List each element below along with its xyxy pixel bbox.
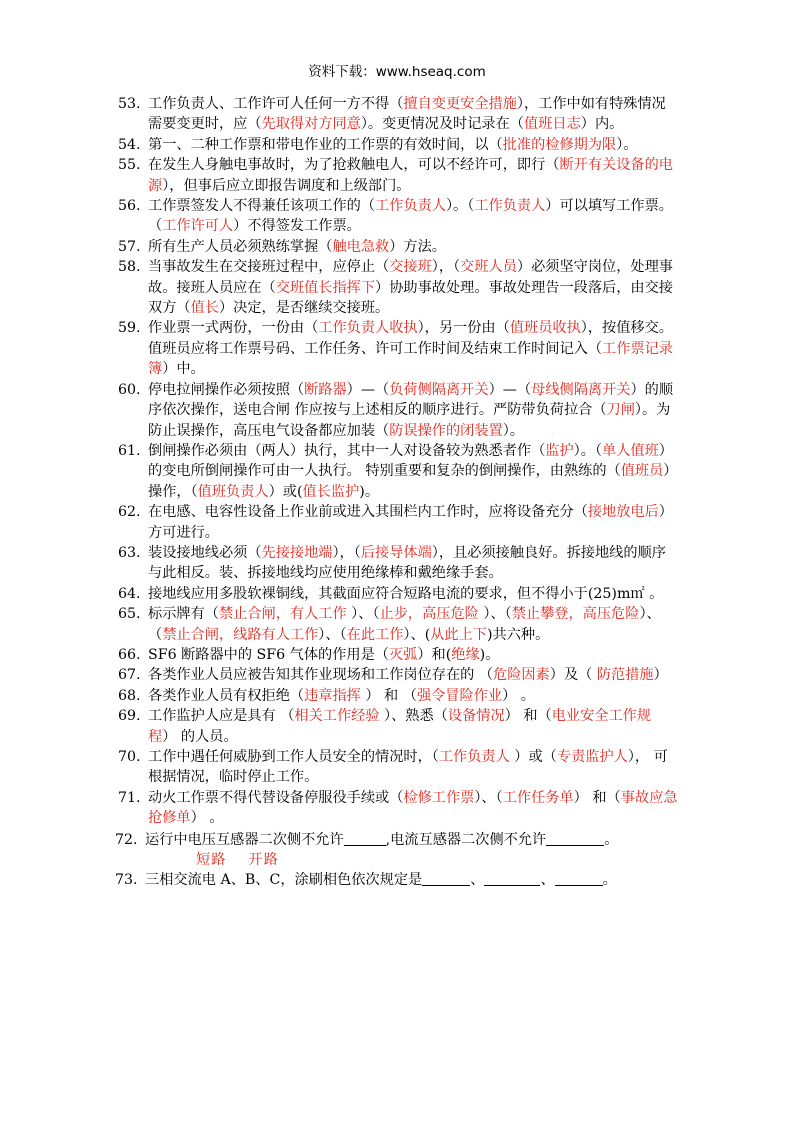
question-text-part: 作业票一式两份，一份由（ <box>148 320 319 337</box>
question-text <box>148 237 678 257</box>
answer-text: 刀闸 <box>606 402 635 419</box>
separator: 、 <box>540 872 555 889</box>
question-items <box>118 94 678 829</box>
question-item <box>118 645 678 665</box>
question-text-part: 动火工作票不得代替设备停服役手续或（ <box>148 789 404 806</box>
question-text-part: ）操作，（ <box>148 463 678 500</box>
question-text-part: 倒闸操作必须由（两人）执行，其中一人对设备较为熟悉者作（ <box>148 442 546 459</box>
question-text-part: ）或（ <box>514 749 557 765</box>
question-text-part: 运行中电压互感器二次侧不允许 <box>145 831 344 848</box>
question-text-part: 所有生产人员必须熟练掌握（ <box>148 238 333 255</box>
answer-text: 单人值班 <box>602 442 659 459</box>
answer-text: 工作负责人 <box>375 198 446 215</box>
question-item <box>118 584 678 604</box>
answer-text: 在此工作 <box>346 626 404 643</box>
answer-text: 负荷侧隔离开关 <box>389 381 489 398</box>
question-text-part: ） 。 <box>190 810 224 827</box>
question-text-part: ）、（ <box>148 606 661 643</box>
question-text-part: )。 <box>359 483 380 500</box>
question-text <box>148 543 678 584</box>
question-text <box>148 686 678 706</box>
question-number: 54. <box>118 136 141 153</box>
answer-blank <box>484 870 540 886</box>
question-end: 。 <box>602 872 617 889</box>
question-text-part: 停电拉闸操作必须按照（ <box>148 381 305 398</box>
question-number: 58. <box>118 259 141 276</box>
question-text <box>148 706 678 747</box>
answer-text: 接地放电后 <box>587 504 659 521</box>
question-number: 62. <box>118 504 141 521</box>
question-text-part: ）、（ <box>474 789 503 806</box>
question-item <box>118 196 678 237</box>
question-item-72 <box>115 830 678 871</box>
answer-text: 值长 <box>190 300 219 317</box>
answer-text: 事故应急抢修单 <box>148 789 678 827</box>
answer-text: 交接班 <box>389 259 432 276</box>
question-item <box>118 441 678 502</box>
question-text <box>148 257 678 318</box>
answer-text: 先取得对方同意 <box>261 116 361 133</box>
question-text-part: )。 <box>479 646 500 663</box>
question-text-part: ）。 <box>616 136 638 153</box>
answer-text: 批准的检修期为限 <box>502 136 617 153</box>
question-item <box>118 747 678 788</box>
question-item <box>118 543 678 584</box>
question-text <box>148 94 678 135</box>
question-text-part: ），按值移交。值班员应将工作票号码、工作任务、许可工作时间及结束工作时间记入（ <box>148 320 673 357</box>
question-text-part: ） 和（ <box>504 708 552 725</box>
question-text-part: ）， 可根据情况，临时停止工作。 <box>148 749 668 786</box>
question-item <box>118 135 678 155</box>
question-text-part: ）和( <box>417 646 452 663</box>
question-text <box>148 788 678 829</box>
answer-text: 防误操作的闭装置 <box>389 422 503 439</box>
question-text <box>148 135 678 155</box>
question-list <box>115 94 678 891</box>
question-number: 68. <box>118 687 141 704</box>
answer-text: 触电急救 <box>332 238 390 255</box>
answer-text: 监护 <box>545 442 574 459</box>
question-text-part: 当事故发生在交接班过程中，应停止（ <box>148 259 390 276</box>
question-item <box>118 686 678 706</box>
question-number: 67. <box>118 667 141 684</box>
question-text-part: 装设接地线必须（ <box>148 544 262 561</box>
answer-text: 从此上下 <box>430 626 487 643</box>
question-item <box>118 706 678 747</box>
answer-text: 擅自变更安全措施 <box>403 96 517 112</box>
question-text-part: ,电流互感器二次侧不允许 <box>385 831 547 848</box>
answer-text: 绝缘 <box>451 646 480 663</box>
answer-text: 工作负责人 <box>438 749 515 765</box>
answer-blank <box>555 870 603 886</box>
answer-text: 禁止合闸，线路有人工作 <box>162 626 319 643</box>
answer-text: 值长监护 <box>302 483 360 500</box>
question-item <box>118 94 678 135</box>
question-text-part: ）或( <box>268 483 303 500</box>
question-text-part: ）协助事故处理。事故处理告一段落后，由交接双方（ <box>148 279 673 317</box>
question-item <box>118 665 678 685</box>
question-text-part: ）、（ <box>318 626 347 643</box>
question-text <box>148 645 678 665</box>
question-text-part: ） <box>653 667 668 684</box>
question-text-part: ）必须坚守岗位，处理事故。接班人员应在（ <box>148 259 673 296</box>
question-text-part: ）。（ <box>573 442 603 459</box>
question-text-part: ）、（ <box>483 606 512 623</box>
answer-text: 工作许可人 <box>162 218 234 235</box>
question-text-part: 工作负责人、工作许可人任何一方不得（ <box>148 96 404 112</box>
question-item <box>118 502 678 543</box>
question-text-part: 第一、二种工作票和带电作业的工作票的有效时间，以（ <box>148 136 503 153</box>
answer-text: 强令冒险作业 <box>416 687 503 704</box>
answer-text: 电业安全工作规程 <box>148 708 652 745</box>
question-text <box>145 830 678 850</box>
question-text-part: ）可以填写工作票。（ <box>148 198 673 235</box>
answer-text: 母线侧隔离开关 <box>531 381 631 398</box>
answer-text: 工作任务单 <box>502 789 574 806</box>
question-number: 71. <box>118 789 141 806</box>
question-text-part: ）。 <box>502 422 524 439</box>
question-text-part: ）。变更情况及时记录在（ <box>360 116 524 133</box>
question-text <box>148 604 678 645</box>
answer-text: 检修工作票 <box>403 789 475 806</box>
question-text <box>145 870 678 890</box>
question-number: 66. <box>118 646 141 663</box>
answer-text: 危险因素 <box>493 667 550 684</box>
question-text-part: 接地线应用多股软裸铜线，其截面应符合短路电流的要求，但不得小于(25)m㎡ 。 <box>148 585 664 602</box>
question-text-part: ）。为防止误操作，高压电气设备都应加装（ <box>148 402 671 439</box>
answer-text: 工作负责人 <box>474 198 546 215</box>
question-text-part: ），且必须接触良好。拆接地线的顺序与此相反。装、拆接地线均应使用绝缘棒和戴绝缘手套。 <box>148 544 666 582</box>
answer-text: 值班日志 <box>524 116 581 133</box>
answer-row <box>196 850 678 870</box>
question-text-part: 工作中遇任何威胁到工作人员安全的情况时，（ <box>148 749 439 765</box>
answer-text: 设备情况 <box>447 708 505 725</box>
answer-text: 防范措施 <box>596 667 654 684</box>
question-text <box>148 318 678 379</box>
question-text <box>148 441 678 502</box>
question-text-part: ）方可进行。 <box>148 504 673 541</box>
question-number: 56. <box>118 198 141 215</box>
question-text-part: 在发生人身触电事故时，为了抢救触电人，可以不经许可，即行（ <box>148 157 560 174</box>
question-item <box>118 318 678 379</box>
question-item <box>118 604 678 645</box>
answer-text: 断开有关设备的电源 <box>148 157 673 194</box>
question-text-part: ）决定，是否继续交接班。 <box>218 300 390 317</box>
answer-text: 值班员 <box>620 463 664 480</box>
answer-text: 灭弧 <box>388 646 418 663</box>
question-text-part: ），（ <box>431 259 461 276</box>
question-text-part: ） 的人员。 <box>162 728 238 745</box>
answer-short-circuit: 短路 <box>196 852 227 869</box>
answer-open-circuit: 开路 <box>248 852 279 869</box>
question-text <box>148 196 678 237</box>
question-number: 59. <box>118 320 141 337</box>
question-text-part: ），工作中如有特殊情况需要变更时，应（ <box>148 96 666 133</box>
question-text <box>148 665 678 685</box>
question-text-part: ），（ <box>332 544 361 561</box>
question-item <box>118 237 678 257</box>
question-text-part: ），但事后应立即报告调度和上级部门。 <box>162 177 411 194</box>
question-number: 53. <box>118 96 141 112</box>
answer-text: 先接接地端 <box>261 544 333 561</box>
question-text-part: 三相交流电 A、B、C，涂刷相色依次规定是 <box>145 872 423 889</box>
question-text-part: 各类作业人员有权拒绝（ <box>148 687 305 704</box>
question-text-part: ） 。 <box>502 687 535 704</box>
question-text <box>148 747 678 788</box>
answer-text: 禁止合闸，有人工作 <box>218 606 352 623</box>
question-text-part: ）。（ <box>445 198 475 215</box>
question-text-part: ）、( <box>403 626 431 643</box>
answer-blank <box>546 830 604 846</box>
question-text-part: ） 和 （ <box>365 687 417 704</box>
question-number: 73. <box>115 872 138 889</box>
answer-text: 工作负责人收执 <box>318 320 418 337</box>
question-text-part: ）—（ <box>488 381 532 398</box>
answer-text: 交班值长指挥下 <box>275 279 376 296</box>
answer-text: 断路器 <box>304 381 347 398</box>
question-text-part: 。 <box>604 831 619 848</box>
question-text-part: ）、（ <box>351 606 380 623</box>
answer-text: 交班人员 <box>460 259 517 276</box>
answer-text: 相关工作经验 <box>294 708 385 725</box>
question-text-part: ）的变电所倒闸操作可由一人执行。 特别重要和复杂的倒闸操作，由熟练的（ <box>148 442 673 480</box>
question-text-part: ）内。 <box>580 116 624 133</box>
question-text-part: ）的顺序依次操作，送电合闸 作应按与上述相反的顺序进行。严防带负荷拉合（ <box>148 381 674 419</box>
question-text-part: ）方法。 <box>389 238 446 255</box>
answer-blank <box>422 870 470 886</box>
question-text-part: SF6 断路器中的 SF6 气体的作用是（ <box>148 646 389 663</box>
answer-text: 禁止攀登，高压危险 <box>511 606 640 623</box>
question-text <box>148 380 678 441</box>
question-text-part: 各类作业人员应被告知其作业现场和工作岗位存在的 （ <box>148 667 494 684</box>
question-number: 63. <box>118 544 141 561</box>
question-text-part: ），另一份由（ <box>417 320 510 337</box>
answer-text: 值班负责人 <box>197 483 269 500</box>
question-text-part: ） 和（ <box>573 789 621 806</box>
question-item <box>118 257 678 318</box>
question-text-part: ）、熟悉（ <box>384 708 448 725</box>
answer-text: 值班员收执 <box>509 320 581 337</box>
question-number: 69. <box>118 708 141 725</box>
question-text-part: ）中。 <box>162 361 205 378</box>
question-text-part: ）—（ <box>346 381 390 398</box>
question-number: 55. <box>118 157 141 174</box>
question-number: 70. <box>118 749 141 765</box>
question-text <box>148 502 678 543</box>
question-item <box>118 788 678 829</box>
question-number: 61. <box>118 442 141 459</box>
question-text <box>148 155 678 196</box>
question-number: 65. <box>118 606 141 623</box>
separator: 、 <box>470 872 485 889</box>
question-text-part: 工作票签发人不得兼任该项工作的（ <box>148 198 376 215</box>
answer-text: 专责监护人 <box>556 749 628 765</box>
answer-text: 止步，高压危险 <box>379 606 484 623</box>
question-text-part: 工作监护人应是具有 （ <box>148 708 295 725</box>
question-number: 72. <box>115 831 138 848</box>
question-item <box>118 380 678 441</box>
question-number: 57. <box>118 238 141 255</box>
answer-text: 后接导体端 <box>360 544 432 561</box>
question-item-73 <box>115 870 678 890</box>
answer-text: 违章指挥 <box>304 687 366 704</box>
page-header: 资料下载：www.hseaq.com <box>308 64 486 80</box>
answer-text: 工作票记录簿 <box>148 340 673 378</box>
question-text-part: )共六种。 <box>487 626 550 643</box>
answer-blank <box>344 830 386 846</box>
question-number: 64. <box>118 585 141 602</box>
question-number: 60. <box>118 381 141 398</box>
question-text-part: ）及（ <box>549 667 597 684</box>
question-text <box>148 584 678 604</box>
question-text-part: ）不得签发工作票。 <box>233 218 361 235</box>
question-text-part: 标示牌有（ <box>148 606 219 623</box>
question-item <box>118 155 678 196</box>
question-text-part: 在电感、电容性设备上作业前或进入其围栏内工作时，应将设备充分（ <box>148 504 588 521</box>
